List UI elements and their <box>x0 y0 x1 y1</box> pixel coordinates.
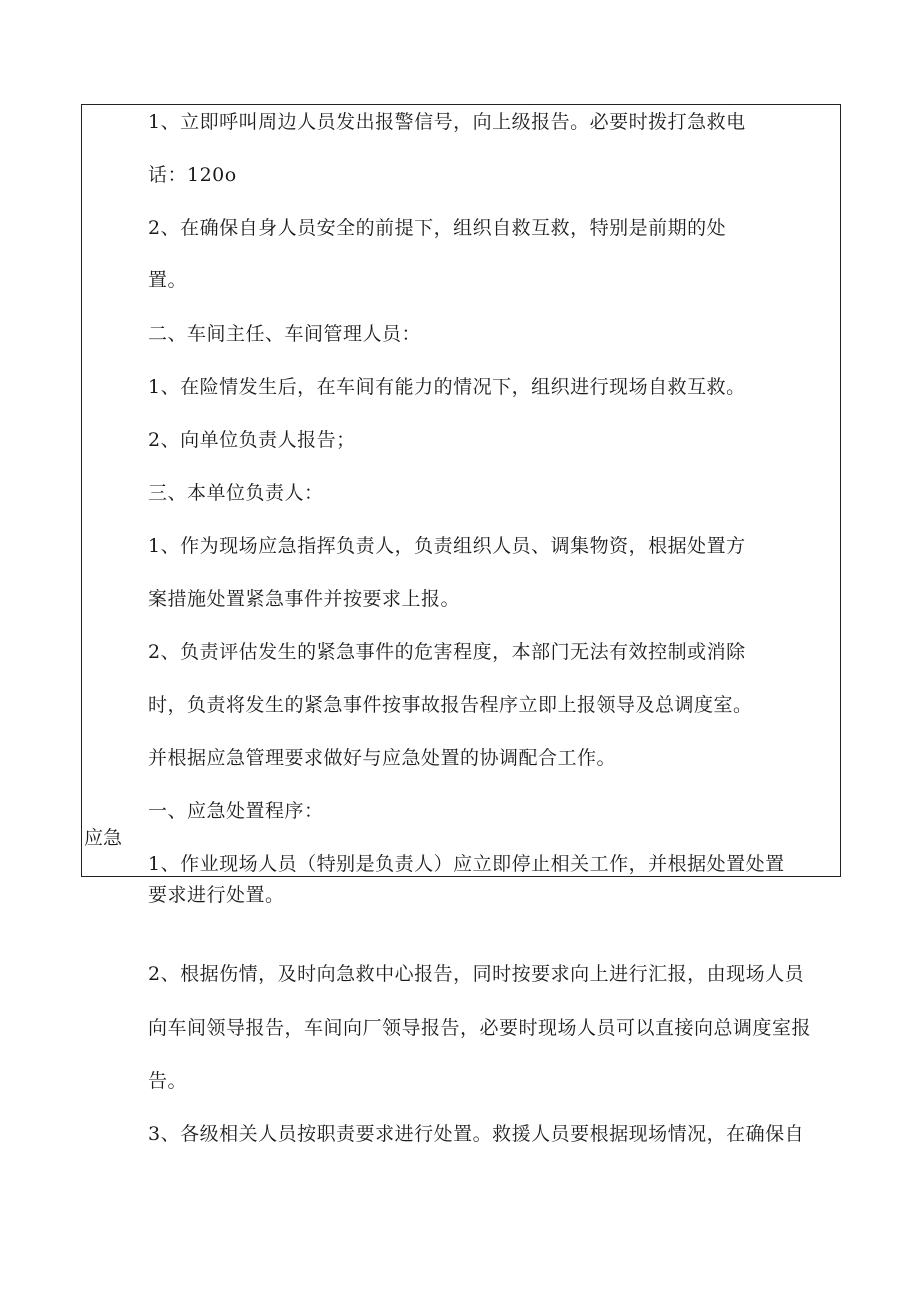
table-line: 置。 <box>148 269 188 291</box>
table-line: 2、负责评估发生的紧急事件的危害程度，本部门无法有效控制或消除 <box>148 641 746 663</box>
table-line: 三、本单位负责人： <box>148 482 324 504</box>
body-line: 2、根据伤情，及时向急救中心报告，同时按要求向上进行汇报，由现场人员 <box>148 963 805 985</box>
table-line: 1、作业现场人员（特别是负责人）应立即停止相关工作，并根据处置处置 <box>148 853 785 875</box>
table-line: 时，负责将发生的紧急事件按事故报告程序立即上报领导及总调度室。 <box>148 694 753 716</box>
table-line: 2、在确保自身人员安全的前提下，组织自救互救，特别是前期的处 <box>148 217 727 239</box>
table-line: 并根据应急管理要求做好与应急处置的协调配合工作。 <box>148 747 617 769</box>
table-line: 1、作为现场应急指挥负责人，负责组织人员、调集物资，根据处置方 <box>148 535 746 557</box>
row-label: 应急 <box>84 827 123 849</box>
body-line: 告。 <box>148 1070 188 1092</box>
table-line: 案措施处置紧急事件并按要求上报。 <box>148 588 461 610</box>
table-line: 1、立即呼叫周边人员发出报警信号，向上级报告。必要时拨打急救电 <box>148 111 746 133</box>
table-line: 话：120o <box>148 164 237 186</box>
table-line: 一、应急处置程序： <box>148 800 324 822</box>
body-line: 向车间领导报告，车间向厂领导报告，必要时现场人员可以直接向总调度室报 <box>148 1017 812 1039</box>
body-line: 3、各级相关人员按职责要求进行处置。救援人员要根据现场情况，在确保自 <box>148 1123 805 1145</box>
table-line: 2、向单位负责人报告； <box>148 429 356 451</box>
table-line: 二、车间主任、车间管理人员： <box>148 323 422 345</box>
body-line: 要求进行处置。 <box>148 884 285 906</box>
table-line: 1、在险情发生后，在车间有能力的情况下，组织进行现场自救互救。 <box>148 376 746 398</box>
